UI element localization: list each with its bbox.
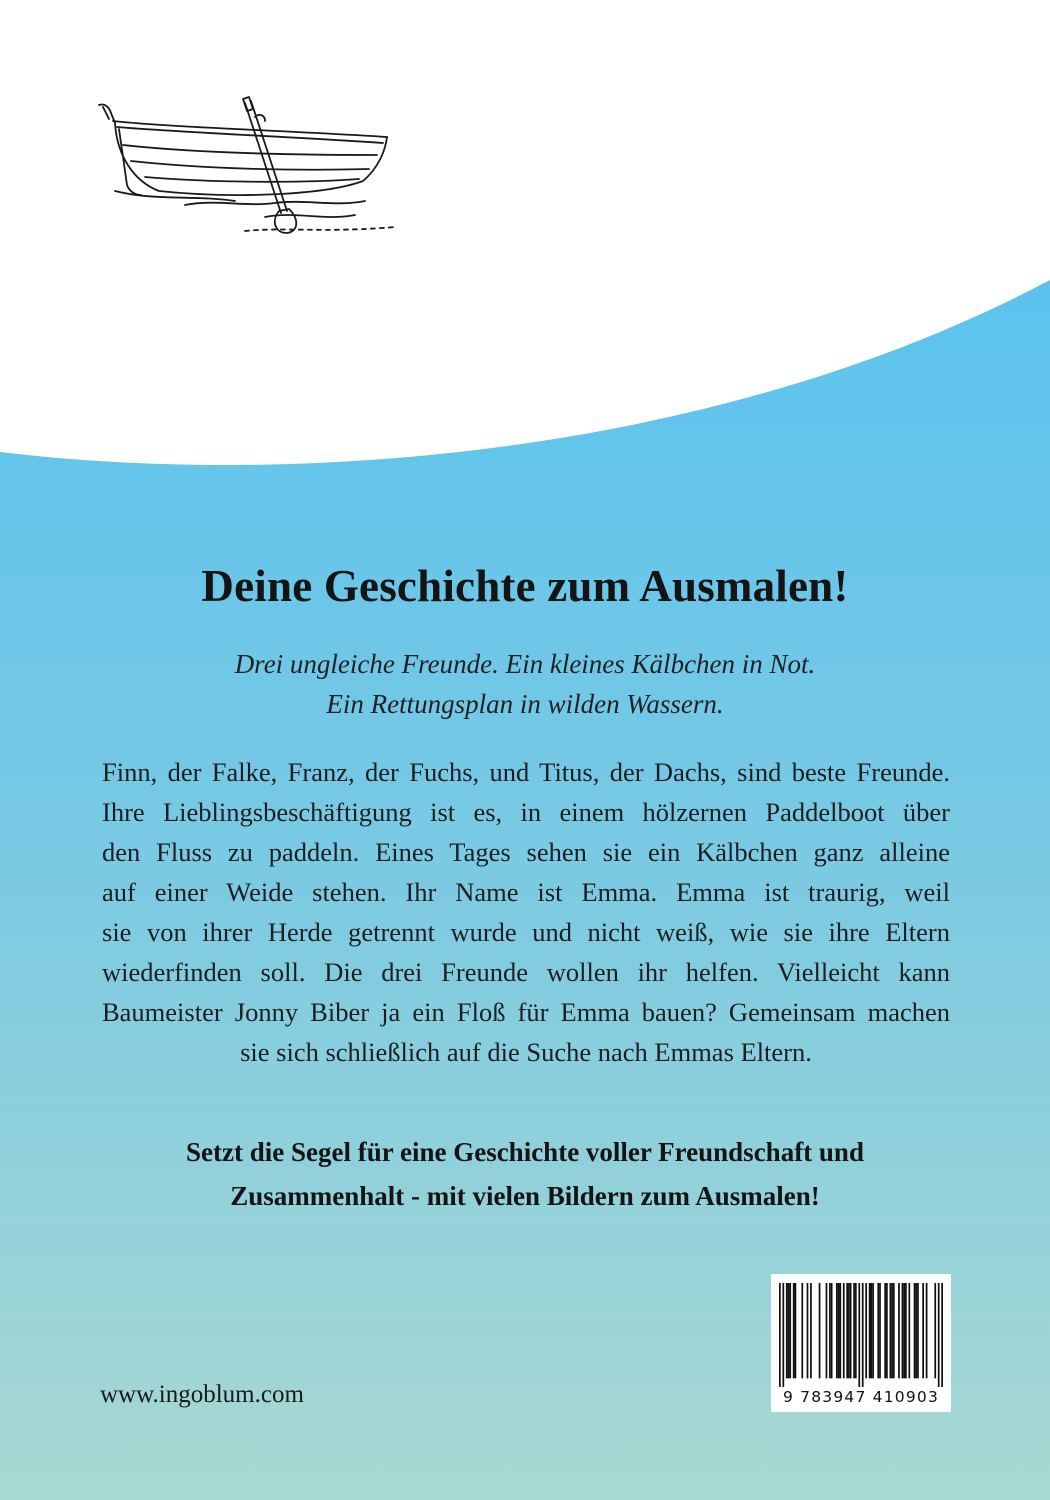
barcode-bar xyxy=(934,1283,936,1378)
book-description xyxy=(102,752,950,1072)
barcode-bar xyxy=(889,1283,891,1378)
barcode-bar xyxy=(846,1283,848,1378)
barcode-bar xyxy=(855,1283,857,1378)
barcode-bar xyxy=(826,1283,828,1378)
barcode-bar xyxy=(829,1283,831,1378)
barcode-bar xyxy=(870,1283,872,1378)
barcode-bar xyxy=(843,1283,845,1378)
barcode-bar xyxy=(793,1283,795,1378)
description-line: Baumeister Jonny Biber ja ein Floß für Emma bauen? Gemeinsam machen xyxy=(102,997,950,1027)
call-to-action xyxy=(0,1130,1050,1218)
barcode-bars xyxy=(779,1283,943,1387)
barcode-bar xyxy=(938,1283,940,1387)
barcode-bar xyxy=(908,1283,910,1378)
barcode-bar xyxy=(853,1283,855,1378)
barcode-bar xyxy=(862,1283,864,1387)
barcode-bar xyxy=(810,1283,812,1378)
barcode-bar xyxy=(786,1283,788,1378)
page-title: Deine Geschichte zum Ausmalen! xyxy=(201,561,849,611)
barcode-bar xyxy=(782,1283,784,1387)
description-line: wiederfinden soll. Die drei Freunde wollen ihr helfen. Vielleicht kann xyxy=(102,957,950,987)
barcode-bar xyxy=(886,1283,888,1378)
barcode-bar xyxy=(795,1283,797,1378)
barcode-bar xyxy=(831,1283,833,1378)
barcode-bar xyxy=(914,1283,916,1378)
barcode-bar xyxy=(788,1283,790,1378)
cta-line: Zusammenhalt - mit vielen Bildern zum Ausmalen! xyxy=(230,1181,820,1211)
barcode-bar xyxy=(836,1283,838,1378)
barcode-bar xyxy=(789,1283,791,1378)
barcode-bar xyxy=(865,1283,867,1378)
barcode-bar xyxy=(848,1283,850,1378)
barcode-bar xyxy=(926,1283,928,1378)
barcode-bar xyxy=(884,1283,886,1378)
rowboat-with-oar-icon xyxy=(95,95,405,245)
barcode-bar xyxy=(915,1283,917,1378)
barcode-bar xyxy=(838,1283,840,1378)
barcode-bar xyxy=(872,1283,874,1378)
barcode-bar xyxy=(839,1283,841,1378)
barcode-bar xyxy=(941,1283,943,1387)
description-line: Ihre Lieblingsbeschäftigung ist es, in einem hölzernen Paddelboot über xyxy=(102,797,950,827)
tagline-line: Ein Rettungsplan in wilden Wassern. xyxy=(326,689,724,719)
description-line: den Fluss zu paddeln. Eines Tages sehen sie ein Kälbchen ganz alleine xyxy=(102,837,950,867)
barcode-bar xyxy=(819,1283,821,1378)
tagline-line: Drei ungleiche Freunde. Ein kleines Kälbchen in Not. xyxy=(234,649,816,679)
barcode-bar xyxy=(903,1283,905,1378)
barcode-bar xyxy=(879,1283,881,1378)
barcode-bar xyxy=(779,1283,781,1387)
barcode-bar xyxy=(801,1283,803,1378)
barcode-bar xyxy=(893,1283,895,1378)
barcode-bar xyxy=(877,1283,879,1378)
barcode-bar xyxy=(807,1283,809,1378)
website-link[interactable]: www.ingoblum.com xyxy=(100,1381,304,1408)
isbn-number: 9 783947 410903 xyxy=(782,1388,940,1406)
barcode-bar xyxy=(905,1283,907,1378)
description-line: sie sich schließlich auf die Suche nach Emmas Eltern. xyxy=(240,1037,812,1067)
barcode-bar xyxy=(922,1283,924,1378)
barcode-bar xyxy=(898,1283,900,1378)
tagline xyxy=(0,644,1050,724)
isbn-barcode xyxy=(771,1274,951,1412)
barcode-bar xyxy=(858,1283,860,1387)
description-line: auf einer Weide stehen. Ihr Name ist Emma. Emma ist traurig, weil xyxy=(102,877,950,907)
barcode-bar xyxy=(850,1283,852,1378)
barcode-bar xyxy=(902,1283,904,1378)
barcode-bar xyxy=(891,1283,893,1378)
barcode-bar xyxy=(917,1283,919,1378)
cta-line: Setzt die Segel für eine Geschichte voller Freundschaft und xyxy=(186,1137,864,1167)
description-line: sie von ihrer Herde getrennt wurde und nicht weiß, wie sie ihre Eltern xyxy=(102,917,950,947)
barcode-bar xyxy=(869,1283,871,1378)
description-line: Finn, der Falke, Franz, der Fuchs, und Titus, der Dachs, sind beste Freunde. xyxy=(102,757,950,787)
